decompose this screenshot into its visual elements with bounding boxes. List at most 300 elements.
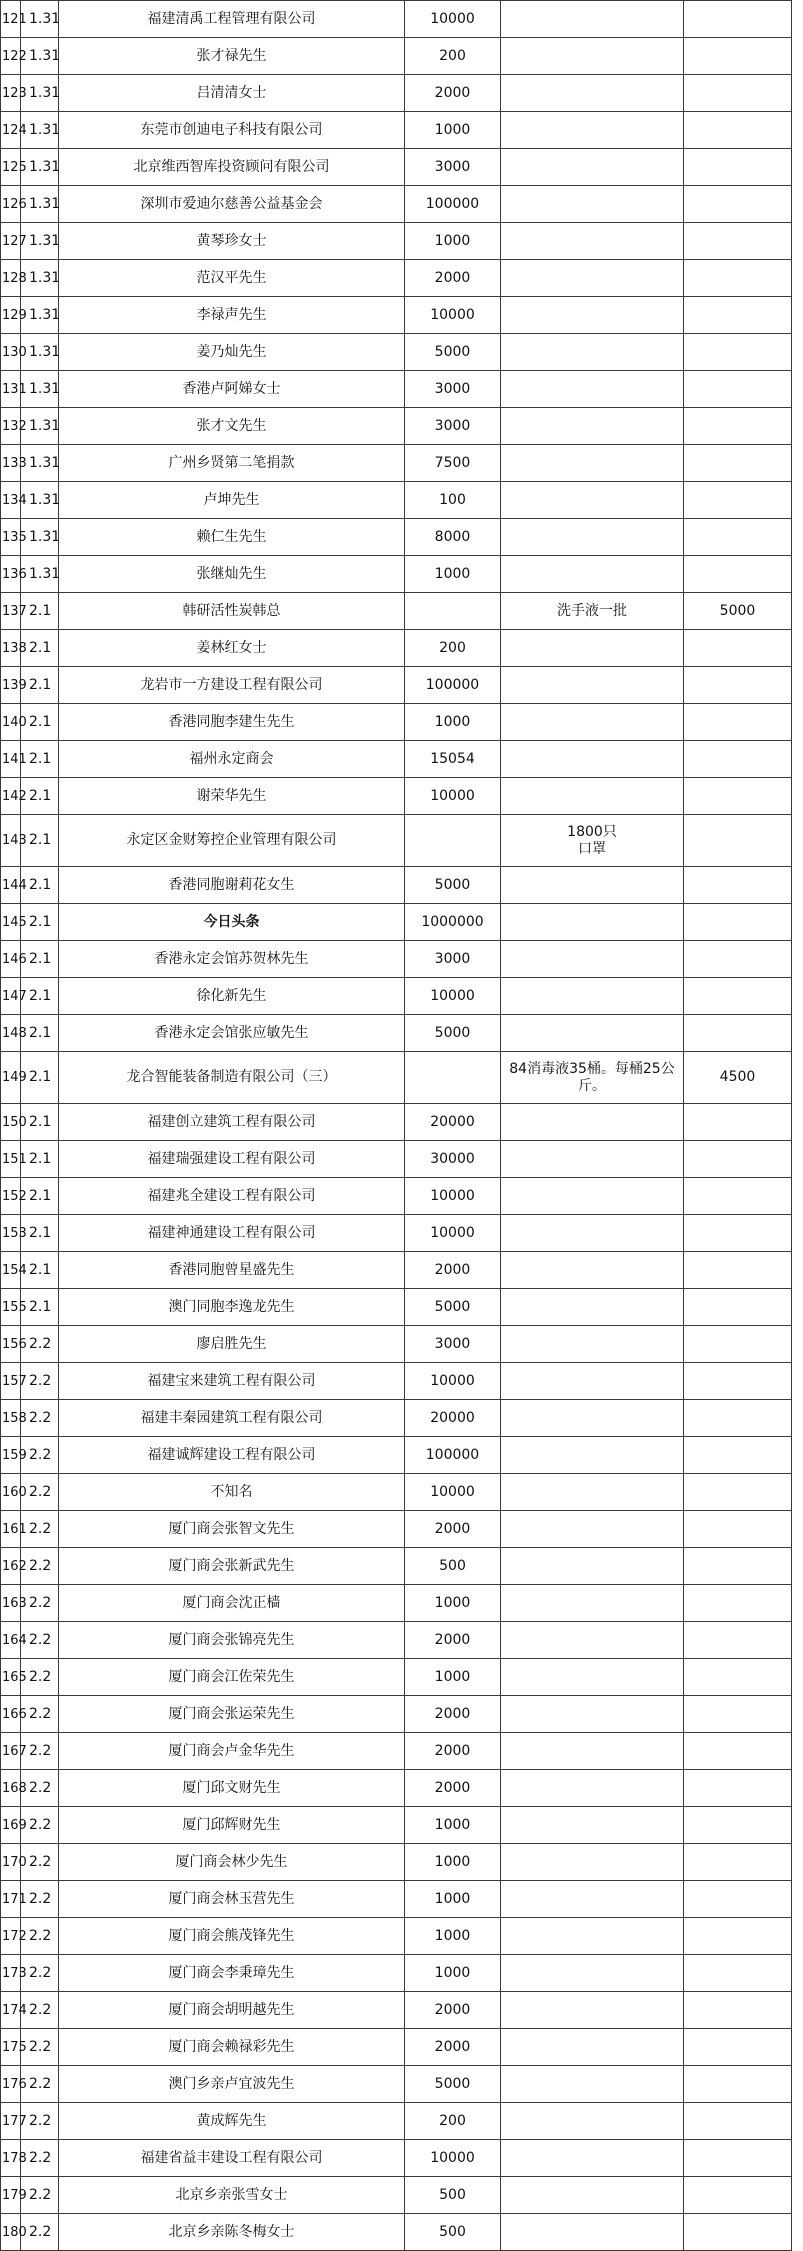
table-row: [1, 297, 792, 334]
items-value: [684, 260, 792, 297]
donated-items: 洗手液一批: [501, 593, 684, 630]
donation-amount: 5000: [405, 867, 501, 904]
items-value: 5000: [684, 593, 792, 630]
table-row: [1, 519, 792, 556]
donor-name: 张才文先生: [59, 408, 405, 445]
donated-items: [501, 2103, 684, 2140]
items-value: [684, 741, 792, 778]
donation-amount: 3000: [405, 408, 501, 445]
donor-name: 姜林红女士: [59, 630, 405, 667]
items-value: [684, 1548, 792, 1585]
row-date: 2.1: [21, 704, 59, 741]
donated-items: [501, 334, 684, 371]
donor-name: 张才禄先生: [59, 38, 405, 75]
row-date: 2.2: [21, 2066, 59, 2103]
donation-amount: 20000: [405, 1104, 501, 1141]
row-number: 128: [1, 260, 21, 297]
table-row: [1, 978, 792, 1015]
row-number: 146: [1, 941, 21, 978]
donor-name: 谢荣华先生: [59, 778, 405, 815]
row-number: 143: [1, 815, 21, 867]
table-row: [1, 371, 792, 408]
row-date: 2.2: [21, 1511, 59, 1548]
donation-amount: 10000: [405, 1178, 501, 1215]
donation-amount: 100000: [405, 186, 501, 223]
donor-name: 澳门同胞李逸龙先生: [59, 1289, 405, 1326]
row-date: 1.31: [21, 38, 59, 75]
donated-items: [501, 1511, 684, 1548]
table-row: [1, 1215, 792, 1252]
row-date: 1.31: [21, 223, 59, 260]
table-row: [1, 2066, 792, 2103]
row-number: 168: [1, 1770, 21, 1807]
donor-name: 徐化新先生: [59, 978, 405, 1015]
donated-items: [501, 2066, 684, 2103]
row-date: 2.2: [21, 2140, 59, 2177]
table-row: [1, 1289, 792, 1326]
donor-name: 香港同胞李建生先生: [59, 704, 405, 741]
donated-items: [501, 1770, 684, 1807]
donated-items: [501, 260, 684, 297]
row-date: 1.31: [21, 408, 59, 445]
row-date: 2.2: [21, 1770, 59, 1807]
donation-amount: 1000: [405, 1918, 501, 1955]
row-date: 1.31: [21, 112, 59, 149]
table-row: [1, 1918, 792, 1955]
table-row: [1, 1992, 792, 2029]
table-row: [1, 38, 792, 75]
table-row: [1, 1733, 792, 1770]
donor-name: 澳门乡亲卢宜波先生: [59, 2066, 405, 2103]
table-row: [1, 1437, 792, 1474]
donated-items: [501, 1807, 684, 1844]
row-number: 124: [1, 112, 21, 149]
row-number: 129: [1, 297, 21, 334]
table-row: [1, 408, 792, 445]
items-value: [684, 2214, 792, 2251]
row-date: 2.1: [21, 1289, 59, 1326]
items-value: [684, 1622, 792, 1659]
row-number: 166: [1, 1696, 21, 1733]
row-number: 122: [1, 38, 21, 75]
row-number: 135: [1, 519, 21, 556]
row-date: 2.2: [21, 1918, 59, 1955]
items-value: [684, 815, 792, 867]
donor-name: 厦门商会沈正樯: [59, 1585, 405, 1622]
donor-name: 廖启胜先生: [59, 1326, 405, 1363]
row-date: 2.2: [21, 1955, 59, 1992]
row-number: 169: [1, 1807, 21, 1844]
items-value: [684, 1104, 792, 1141]
donation-amount: 3000: [405, 371, 501, 408]
donated-items: [501, 2177, 684, 2214]
donated-items: [501, 1881, 684, 1918]
table-row: [1, 112, 792, 149]
donation-amount: 1000000: [405, 904, 501, 941]
donor-name: 厦门商会张智文先生: [59, 1511, 405, 1548]
items-value: [684, 1178, 792, 1215]
donated-items: [501, 519, 684, 556]
row-number: 147: [1, 978, 21, 1015]
row-date: 2.1: [21, 1252, 59, 1289]
donated-items: [501, 978, 684, 1015]
items-value: [684, 704, 792, 741]
donated-items: [501, 778, 684, 815]
table-row: [1, 704, 792, 741]
items-value: [684, 2066, 792, 2103]
donation-amount: 8000: [405, 519, 501, 556]
items-value: [684, 1585, 792, 1622]
items-value: [684, 75, 792, 112]
donor-name: 李禄声先生: [59, 297, 405, 334]
table-row: [1, 1252, 792, 1289]
items-value: [684, 1400, 792, 1437]
donation-amount: [405, 1052, 501, 1104]
donor-name: 香港同胞谢莉花女生: [59, 867, 405, 904]
donation-amount: 1000: [405, 556, 501, 593]
donated-items: [501, 1622, 684, 1659]
donated-items: [501, 741, 684, 778]
donated-items: [501, 112, 684, 149]
table-row: [1, 741, 792, 778]
donor-name: 厦门商会张锦亮先生: [59, 1622, 405, 1659]
items-value: [684, 1326, 792, 1363]
donor-name: 姜乃灿先生: [59, 334, 405, 371]
donated-items: [501, 149, 684, 186]
table-row: [1, 1326, 792, 1363]
donor-name: 黄成辉先生: [59, 2103, 405, 2140]
table-row: [1, 867, 792, 904]
donor-name: 广州乡贤第二笔捐款: [59, 445, 405, 482]
row-date: 1.31: [21, 297, 59, 334]
donation-amount: 2000: [405, 75, 501, 112]
donation-amount: 10000: [405, 1474, 501, 1511]
donated-items: [501, 408, 684, 445]
row-date: 2.2: [21, 1474, 59, 1511]
row-date: 2.1: [21, 1141, 59, 1178]
table-row: [1, 223, 792, 260]
donor-name: 厦门商会李秉璋先生: [59, 1955, 405, 1992]
row-number: 134: [1, 482, 21, 519]
donated-items: [501, 1918, 684, 1955]
items-value: [684, 630, 792, 667]
donation-amount: 2000: [405, 1770, 501, 1807]
table-row: [1, 334, 792, 371]
donation-amount: 100000: [405, 1437, 501, 1474]
donated-items: [501, 1363, 684, 1400]
donor-name: 厦门商会林少先生: [59, 1844, 405, 1881]
row-date: 2.1: [21, 1178, 59, 1215]
row-date: 2.1: [21, 1052, 59, 1104]
items-value: [684, 904, 792, 941]
donated-items: [501, 1215, 684, 1252]
row-date: 2.1: [21, 904, 59, 941]
donation-table-body: [1, 1, 792, 2251]
row-number: 132: [1, 408, 21, 445]
row-number: 157: [1, 1363, 21, 1400]
row-number: 178: [1, 2140, 21, 2177]
donated-items: [501, 1696, 684, 1733]
donation-amount: 5000: [405, 1015, 501, 1052]
donation-amount: 100: [405, 482, 501, 519]
row-date: 2.1: [21, 941, 59, 978]
row-number: 153: [1, 1215, 21, 1252]
donor-name: 香港永定会馆苏贺林先生: [59, 941, 405, 978]
donated-items: [501, 1, 684, 38]
row-date: 1.31: [21, 482, 59, 519]
donation-amount: 2000: [405, 260, 501, 297]
donated-items: [501, 1474, 684, 1511]
donation-amount: 1000: [405, 1585, 501, 1622]
donor-name: 厦门商会林玉营先生: [59, 1881, 405, 1918]
donated-items: [501, 1141, 684, 1178]
row-number: 139: [1, 667, 21, 704]
donated-items: [501, 75, 684, 112]
row-number: 126: [1, 186, 21, 223]
donor-name: 福建瑞强建设工程有限公司: [59, 1141, 405, 1178]
row-number: 179: [1, 2177, 21, 2214]
table-row: [1, 2140, 792, 2177]
donated-items: [501, 1015, 684, 1052]
table-row: [1, 1807, 792, 1844]
items-value: [684, 2140, 792, 2177]
row-number: 176: [1, 2066, 21, 2103]
row-date: 2.2: [21, 1844, 59, 1881]
donation-amount: 5000: [405, 1289, 501, 1326]
donated-items: [501, 297, 684, 334]
table-row: [1, 445, 792, 482]
items-value: [684, 1289, 792, 1326]
items-value: [684, 186, 792, 223]
items-value: [684, 2103, 792, 2140]
table-row: [1, 1585, 792, 1622]
donor-name: 厦门商会卢金华先生: [59, 1733, 405, 1770]
donated-items: [501, 1104, 684, 1141]
table-row: [1, 149, 792, 186]
row-date: 2.2: [21, 2177, 59, 2214]
donation-amount: 200: [405, 38, 501, 75]
row-number: 170: [1, 1844, 21, 1881]
donated-items: 84消毒液35桶。每桶25公 斤。: [501, 1052, 684, 1104]
donation-amount: 10000: [405, 297, 501, 334]
donor-name: 龙合智能装备制造有限公司（三）: [59, 1052, 405, 1104]
donation-amount: 5000: [405, 2066, 501, 2103]
donated-items: 1800只 口罩: [501, 815, 684, 867]
row-number: 148: [1, 1015, 21, 1052]
donated-items: [501, 1548, 684, 1585]
table-row: [1, 1474, 792, 1511]
donated-items: [501, 2029, 684, 2066]
row-date: 1.31: [21, 556, 59, 593]
row-number: 171: [1, 1881, 21, 1918]
donation-amount: 10000: [405, 978, 501, 1015]
row-number: 154: [1, 1252, 21, 1289]
table-row: [1, 1844, 792, 1881]
table-row: [1, 1659, 792, 1696]
items-value: [684, 867, 792, 904]
items-value: [684, 1844, 792, 1881]
donation-amount: 3000: [405, 941, 501, 978]
items-value: [684, 408, 792, 445]
row-number: 175: [1, 2029, 21, 2066]
donated-items: [501, 630, 684, 667]
donated-items: [501, 2214, 684, 2251]
donor-name: 福建省益丰建设工程有限公司: [59, 2140, 405, 2177]
row-date: 1.31: [21, 371, 59, 408]
table-row: [1, 2177, 792, 2214]
row-date: 2.2: [21, 1326, 59, 1363]
row-date: 2.2: [21, 2029, 59, 2066]
donation-amount: 10000: [405, 1215, 501, 1252]
donated-items: [501, 1733, 684, 1770]
row-number: 167: [1, 1733, 21, 1770]
donated-items: [501, 1955, 684, 1992]
donation-amount: 5000: [405, 334, 501, 371]
items-value: [684, 1696, 792, 1733]
donated-items: [501, 1585, 684, 1622]
row-number: 172: [1, 1918, 21, 1955]
table-row: [1, 1548, 792, 1585]
row-number: 165: [1, 1659, 21, 1696]
table-row: [1, 2103, 792, 2140]
donated-items: [501, 1659, 684, 1696]
items-value: [684, 667, 792, 704]
row-number: 121: [1, 1, 21, 38]
donated-items: [501, 2140, 684, 2177]
row-date: 2.2: [21, 1622, 59, 1659]
donation-amount: 500: [405, 2177, 501, 2214]
row-date: 1.31: [21, 149, 59, 186]
donated-items: [501, 1289, 684, 1326]
donation-amount: 20000: [405, 1400, 501, 1437]
items-value: [684, 1252, 792, 1289]
row-date: 2.2: [21, 1400, 59, 1437]
row-number: 163: [1, 1585, 21, 1622]
donation-amount: 1000: [405, 223, 501, 260]
items-value: [684, 978, 792, 1015]
row-number: 164: [1, 1622, 21, 1659]
row-number: 151: [1, 1141, 21, 1178]
items-value: [684, 1474, 792, 1511]
donor-name: 永定区金财筹控企业管理有限公司: [59, 815, 405, 867]
row-date: 2.1: [21, 630, 59, 667]
donation-amount: 3000: [405, 149, 501, 186]
donation-amount: 1000: [405, 1659, 501, 1696]
donation-amount: 10000: [405, 778, 501, 815]
row-date: 2.1: [21, 667, 59, 704]
row-date: 1.31: [21, 1, 59, 38]
row-date: 1.31: [21, 75, 59, 112]
row-number: 177: [1, 2103, 21, 2140]
row-number: 133: [1, 445, 21, 482]
table-row: [1, 815, 792, 867]
row-number: 145: [1, 904, 21, 941]
items-value: [684, 445, 792, 482]
table-row: [1, 1178, 792, 1215]
donation-amount: 2000: [405, 1511, 501, 1548]
table-row: [1, 1052, 792, 1104]
table-row: [1, 1, 792, 38]
donor-name: 香港卢阿娣女士: [59, 371, 405, 408]
row-number: 162: [1, 1548, 21, 1585]
items-value: [684, 1215, 792, 1252]
row-number: 158: [1, 1400, 21, 1437]
table-row: [1, 904, 792, 941]
donated-items: [501, 1178, 684, 1215]
items-value: [684, 334, 792, 371]
row-date: 2.1: [21, 1104, 59, 1141]
items-value: [684, 1955, 792, 1992]
row-date: 2.2: [21, 1807, 59, 1844]
row-number: 123: [1, 75, 21, 112]
row-date: 2.1: [21, 815, 59, 867]
donation-amount: 1000: [405, 112, 501, 149]
donation-amount: 1000: [405, 1955, 501, 1992]
items-value: [684, 38, 792, 75]
items-value: [684, 519, 792, 556]
items-value: [684, 941, 792, 978]
donor-name: 今日头条: [59, 904, 405, 941]
donor-name: 厦门商会张新武先生: [59, 1548, 405, 1585]
donated-items: [501, 556, 684, 593]
table-row: [1, 2029, 792, 2066]
table-row: [1, 1881, 792, 1918]
row-date: 2.2: [21, 1992, 59, 2029]
table-row: [1, 778, 792, 815]
donor-name: 黄琴珍女士: [59, 223, 405, 260]
items-value: [684, 1770, 792, 1807]
items-value: [684, 1141, 792, 1178]
donor-name: 香港永定会馆张应敏先生: [59, 1015, 405, 1052]
row-date: 2.1: [21, 741, 59, 778]
row-date: 2.2: [21, 1696, 59, 1733]
donation-amount: 1000: [405, 704, 501, 741]
row-date: 1.31: [21, 260, 59, 297]
table-row: [1, 941, 792, 978]
row-date: 2.2: [21, 2103, 59, 2140]
donation-amount: 500: [405, 2214, 501, 2251]
table-row: [1, 1770, 792, 1807]
donor-name: 福建清禹工程管理有限公司: [59, 1, 405, 38]
donor-name: 福建创立建筑工程有限公司: [59, 1104, 405, 1141]
donor-name: 范汉平先生: [59, 260, 405, 297]
items-value: [684, 2177, 792, 2214]
row-number: 138: [1, 630, 21, 667]
donated-items: [501, 38, 684, 75]
row-number: 127: [1, 223, 21, 260]
row-date: 1.31: [21, 334, 59, 371]
items-value: [684, 1992, 792, 2029]
donor-name: 东莞市创迪电子科技有限公司: [59, 112, 405, 149]
donor-name: 香港同胞曾星盛先生: [59, 1252, 405, 1289]
row-number: 137: [1, 593, 21, 630]
donation-amount: 2000: [405, 1252, 501, 1289]
donor-name: 北京维西智库投资顾问有限公司: [59, 149, 405, 186]
donation-amount: 15054: [405, 741, 501, 778]
donated-items: [501, 1326, 684, 1363]
donor-name: 福建诚辉建设工程有限公司: [59, 1437, 405, 1474]
items-value: [684, 1918, 792, 1955]
donation-amount: 10000: [405, 2140, 501, 2177]
donor-name: 厦门商会赖禄彩先生: [59, 2029, 405, 2066]
row-date: 2.2: [21, 1548, 59, 1585]
row-number: 159: [1, 1437, 21, 1474]
items-value: [684, 482, 792, 519]
table-row: [1, 1955, 792, 1992]
donor-name: 不知名: [59, 1474, 405, 1511]
donor-name: 福建宝来建筑工程有限公司: [59, 1363, 405, 1400]
row-date: 2.2: [21, 1363, 59, 1400]
